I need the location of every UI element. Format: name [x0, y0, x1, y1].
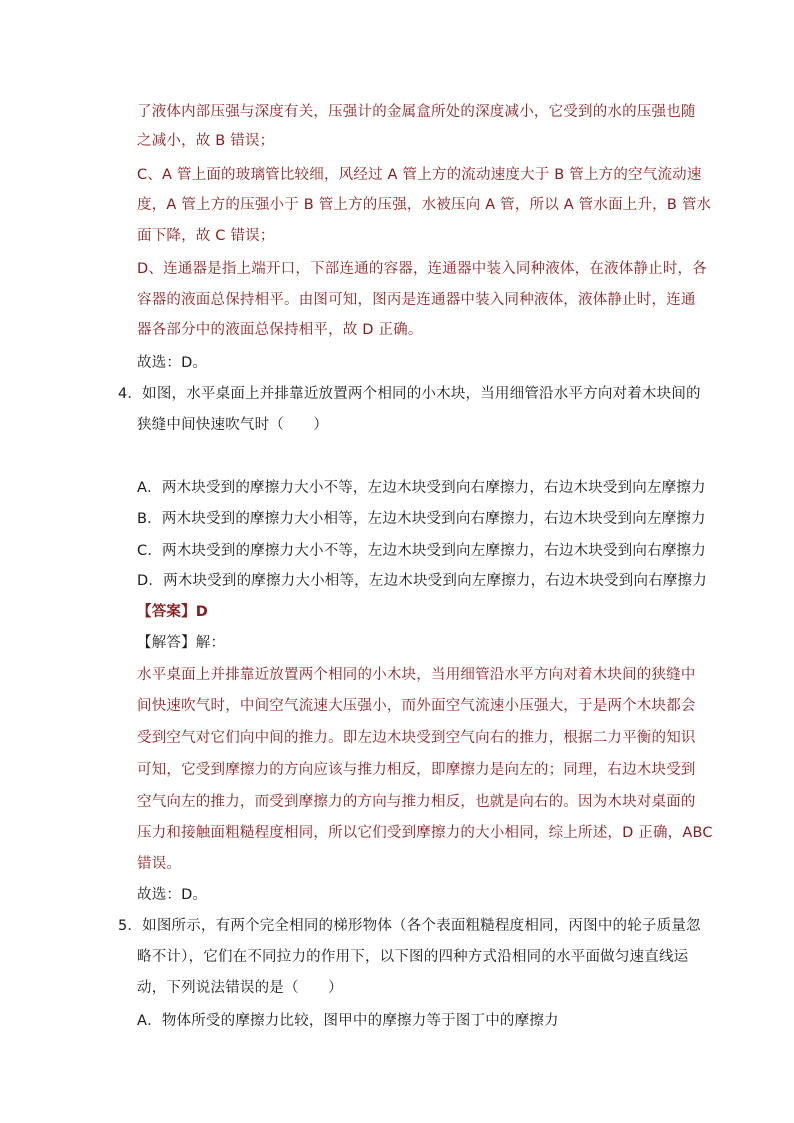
solution-d-line1: D、连通器是指上端开口，下部连通的容器，连通器中装入同种液体，在液体静止时，各 — [137, 261, 707, 277]
solution-c-line2: 度，A 管上方的压强小于 B 管上方的压强，水被压向 A 管，所以 A 管水面上升，B 管水 — [137, 197, 712, 213]
prev-choice: 故选：D。 — [137, 355, 208, 371]
q5-stem-line1: 5．如图所示，有两个完全相同的梯形物体（各个表面粗糙程度相同，丙图中的轮子质量忽 — [118, 918, 701, 934]
q4-answer: 【答案】D — [137, 604, 209, 620]
solution-b-line2: 之减小，故 B 错误； — [137, 133, 275, 149]
q4-solution-line5: 空气向左的推力，而受到摩擦力的方向与推力相反，也就是向右的。因为木块对桌面的 — [137, 794, 696, 810]
q4-solution-line7: 错误。 — [137, 856, 182, 872]
q5-stem-line3: 动，下列说法错误的是（ ） — [137, 980, 343, 996]
q4-option-d: D．两木块受到的摩擦力大小相等，左边木块受到向左摩擦力，右边木块受到向右摩擦力 — [137, 573, 707, 589]
q4-option-c: C．两木块受到的摩擦力大小不等，左边木块受到向左摩擦力，右边木块受到向右摩擦力 — [137, 543, 706, 559]
q4-solution-line1: 水平桌面上并排靠近放置两个相同的小木块，当用细管沿水平方向对着木块间的狭缝中 — [137, 667, 696, 683]
q4-solution-head: 【解答】解： — [137, 635, 226, 651]
q4-solution-line2: 间快速吹气时，中间空气流速大压强小，而外面空气流速小压强大，于是两个木块都会 — [137, 698, 696, 714]
q4-option-a: A．两木块受到的摩擦力大小不等，左边木块受到向右摩擦力，右边木块受到向左摩擦力 — [137, 480, 706, 496]
q5-stem-line2: 略不计），它们在不同拉力的作用下，以下图的四种方式沿相同的水平面做匀速直线运 — [137, 949, 689, 965]
q4-option-b: B．两木块受到的摩擦力大小相等，左边木块受到向右摩擦力，右边木块受到向左摩擦力 — [137, 511, 706, 527]
solution-d-line3: 器各部分中的液面总保持相平，故 D 正确。 — [137, 322, 423, 338]
solution-c-line1: C、A 管上面的玻璃管比较细，风经过 A 管上方的流动速度大于 B 管上方的空气流动速 — [137, 167, 702, 183]
solution-c-line3: 面下降，故 C 错误； — [137, 228, 275, 244]
q4-solution-line4: 可知，它受到摩擦力的方向应该与推力相反，即摩擦力是向左的；同理，右边木块受到 — [137, 762, 696, 778]
q4-stem-line1: 4．如图，水平桌面上并排靠近放置两个相同的小木块，当用细管沿水平方向对着木块间的 — [118, 386, 701, 402]
q4-choice: 故选：D。 — [137, 887, 208, 903]
solution-d-line2: 容器的液面总保持相平。由图可知，图丙是连通器中装入同种液体，液体静止时，连通 — [137, 292, 696, 308]
q5-option-a: A．物体所受的摩擦力比较，图甲中的摩擦力等于图丁中的摩擦力 — [137, 1013, 559, 1029]
q4-stem-line2: 狭缝中间快速吹气时（ ） — [137, 417, 329, 433]
q4-solution-line6: 压力和接触面粗糙程度相同，所以它们受到摩擦力的大小相同，综上所述，D 正确，ABC — [137, 825, 713, 841]
q4-solution-line3: 受到空气对它们向中间的推力。即左边木块受到空气向右的推力，根据二力平衡的知识 — [137, 730, 696, 746]
solution-b-line1: 了液体内部压强与深度有关，压强计的金属盒所处的深度减小，它受到的水的压强也随 — [137, 104, 696, 120]
